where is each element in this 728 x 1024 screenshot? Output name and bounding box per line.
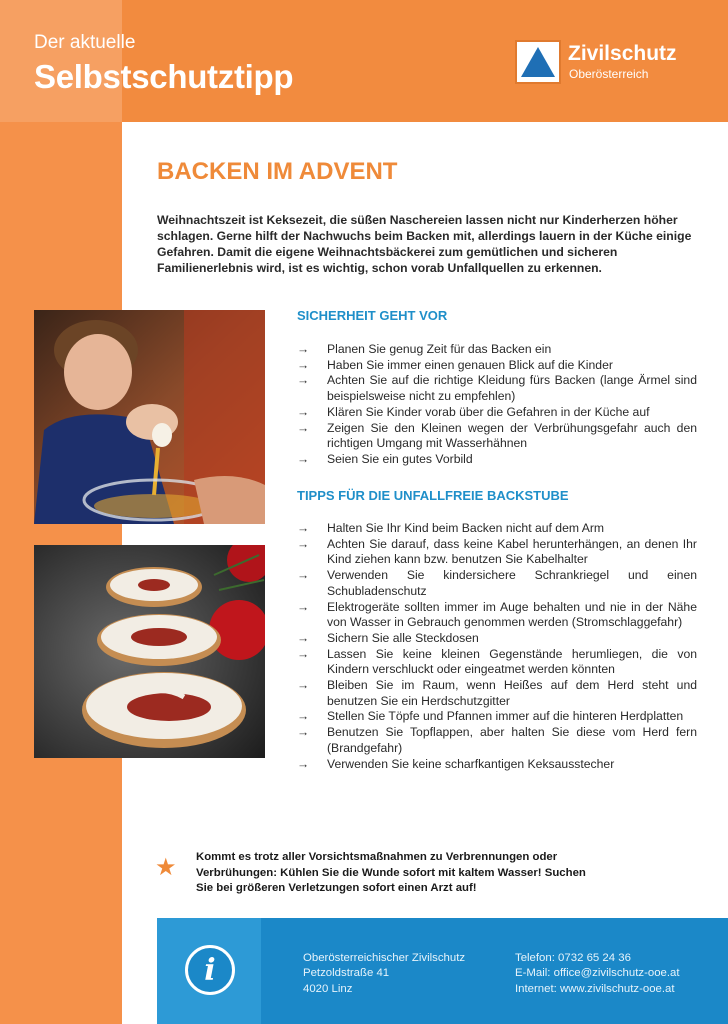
list-item: → Lassen Sie keine kleinen Gegenstände herumliegen, die von Kindern verschluckt oder eingeatmet werden könnten <box>297 646 697 677</box>
list-item: → Planen Sie genug Zeit für das Backen ein <box>297 342 552 356</box>
arrow-right-icon: → <box>297 756 310 771</box>
list-item: → Verwenden Sie keine scharfkantigen Keksausstecher <box>297 756 615 771</box>
footer-phone[interactable]: Telefon: 0732 65 24 36 <box>515 952 631 964</box>
list-item: → Verwenden Sie kindersichere Schrankriegel und einen Schubladenschutz <box>297 568 697 598</box>
footer-web[interactable]: Internet: www.zivilschutz-ooe.at <box>515 982 675 995</box>
list-item: → Klären Sie Kinder vorab über die Gefahren in der Küche auf <box>297 404 650 419</box>
section-title-safety: SICHERHEIT GEHT VOR <box>297 308 448 323</box>
arrow-right-icon: → <box>297 678 310 693</box>
arrow-right-icon: → <box>297 342 310 356</box>
article-title: BACKEN IM ADVENT <box>157 158 398 185</box>
arrow-right-icon: → <box>297 599 310 614</box>
footer-city: 4020 Linz <box>303 982 353 995</box>
list-item: → Sichern Sie alle Steckdosen <box>297 630 479 645</box>
header-kicker: Der aktuelle <box>34 32 136 53</box>
arrow-right-icon: → <box>297 709 310 724</box>
list-item: → Bleiben Sie im Raum, wenn Heißes auf dem Herd steht und benutzen Sie ein Herdschutzgitter <box>297 678 697 708</box>
safety-list <box>297 342 697 468</box>
footer-address <box>303 951 465 997</box>
arrow-right-icon: → <box>297 521 310 535</box>
logo-triangle-icon <box>521 47 555 77</box>
arrow-right-icon: → <box>297 404 310 419</box>
footer-org: Oberösterreichischer Zivilschutz <box>303 952 466 964</box>
arrow-right-icon: → <box>297 357 310 372</box>
logo-subtitle: Oberösterreich <box>569 67 649 81</box>
footer-street: Petzoldstraße 41 <box>303 967 390 980</box>
photo-christmas-cookies <box>34 545 265 758</box>
arrow-right-icon: → <box>297 420 310 435</box>
photo-child-baking <box>34 310 265 524</box>
star-icon: ★ <box>155 854 177 881</box>
list-item: → Haben Sie immer einen genauen Blick auf die Kinder <box>297 357 613 372</box>
footer-email[interactable]: E-Mail: office@zivilschutz-ooe.at <box>515 967 680 980</box>
list-item: → Halten Sie Ihr Kind beim Backen nicht auf dem Arm <box>297 521 605 535</box>
tips-list <box>297 521 697 772</box>
arrow-right-icon: → <box>297 725 310 740</box>
header-headline: Selbstschutztipp <box>34 58 294 95</box>
arrow-right-icon: → <box>297 630 310 645</box>
arrow-right-icon: → <box>297 451 310 466</box>
zivilschutz-logo-icon <box>515 40 561 84</box>
list-item: → Zeigen Sie den Kleinen wegen der Verbrühungsgefahr auch den richtigen Umgang mit Wasserhähnen <box>297 420 697 451</box>
warning-note: Kommt es trotz aller Vorsichtsmaßnahmen zu Verbrennungen oder Verbrühungen: Kühlen Sie die Wunde sofort mit kaltem Wasser! Suchen Sie bei größeren Verletzungen sofort einen Arzt auf! <box>196 851 586 894</box>
arrow-right-icon: → <box>297 373 310 388</box>
arrow-right-icon: → <box>297 646 310 661</box>
list-item: → Achten Sie auf die richtige Kleidung fürs Backen (lange Ärmel sind beispielsweise nicht zu empfehlen) <box>297 373 697 404</box>
list-item: → Seien Sie ein gutes Vorbild <box>297 451 473 466</box>
list-item: → Elektrogeräte sollten immer im Auge behalten und nie in der Nähe von Wasser in Gebrauch genommen werden (Stromschlaggefahr) <box>297 599 697 630</box>
list-item: → Stellen Sie Töpfe und Pfannen immer auf die hinteren Herdplatten <box>297 709 684 724</box>
logo-name: Zivilschutz <box>568 42 677 65</box>
list-item: → Achten Sie darauf, dass keine Kabel herunterhängen, an denen Ihr Kind ziehen kann bzw. benutzen Sie Kabelhalter <box>297 536 697 567</box>
arrow-right-icon: → <box>297 536 310 551</box>
section-title-tips: TIPPS FÜR DIE UNFALLFREIE BACKSTUBE <box>297 488 569 503</box>
article-intro: Weihnachtszeit ist Keksezeit, die süßen Naschereien lassen nicht nur Kinderherzen höher schlagen. Gerne hilft der Nachwuchs beim Backen mit, allerdings lauern in der Küche einige Gefahren. Damit die eigene Weihnachtsbäckerei zum gemütlichen und sicheren Familienerlebnis wird, ist es wichtig, schon vorab Unfallquellen zu erkennen. <box>157 213 692 275</box>
info-icon: i <box>185 945 235 995</box>
footer-contact <box>515 951 680 997</box>
list-item: → Benutzen Sie Topflappen, aber halten Sie diese vom Herd fern (Brandgefahr) <box>297 725 697 755</box>
arrow-right-icon: → <box>297 568 310 583</box>
